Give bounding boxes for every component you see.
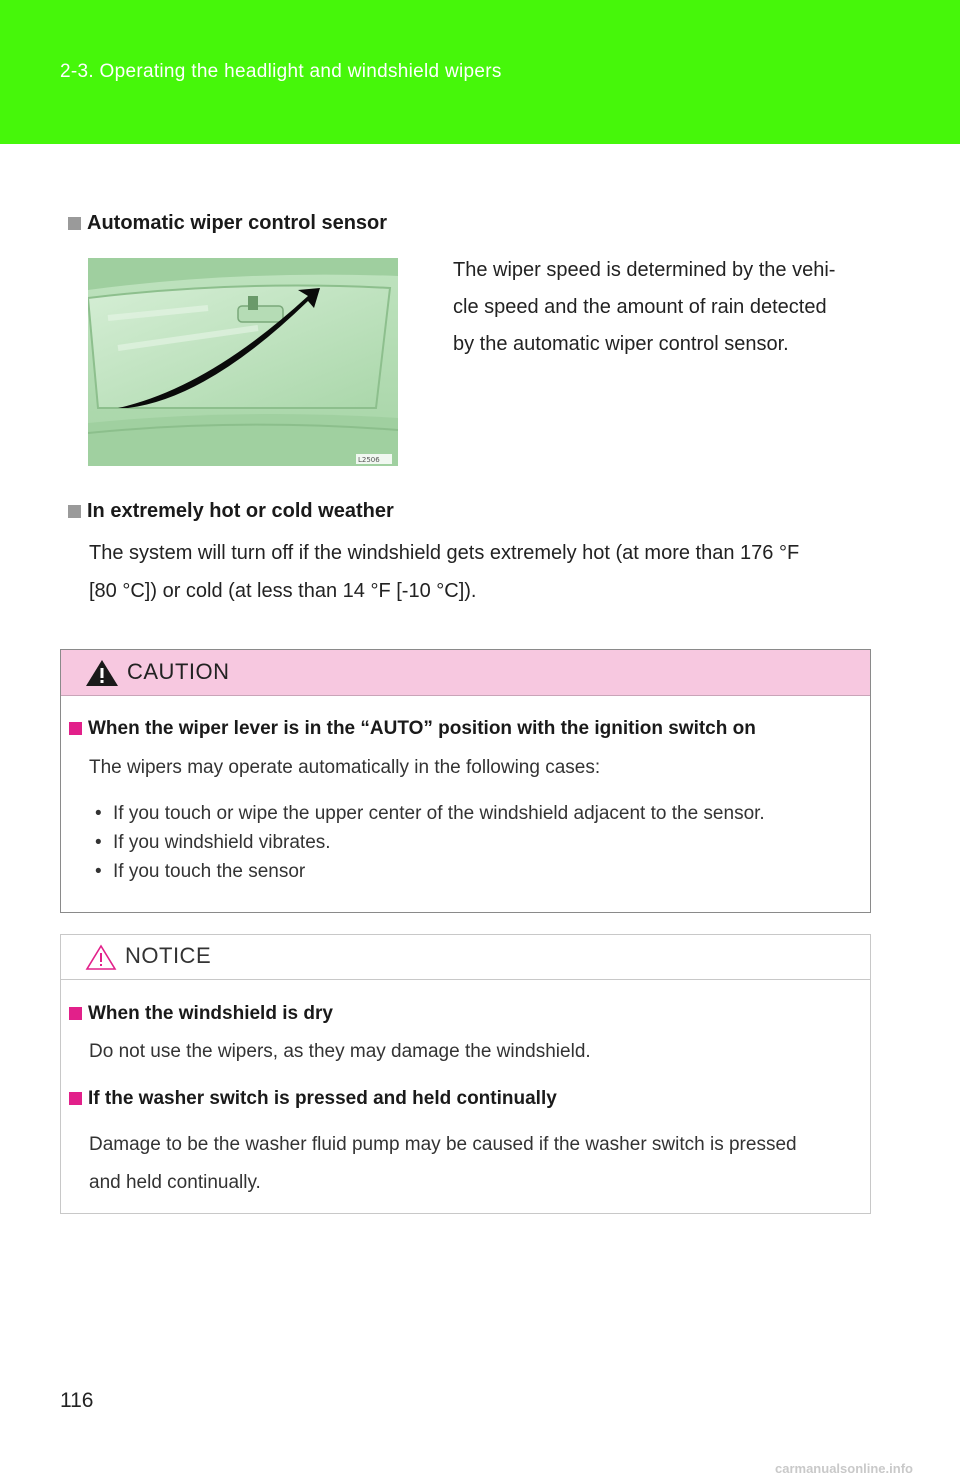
list-item: • If you windshield vibrates.	[95, 832, 331, 853]
heading-auto-wiper-sensor: Automatic wiper control sensor	[68, 212, 387, 235]
caution-intro: The wipers may operate automatically in the following cases:	[89, 757, 601, 778]
auto-sensor-description: The wiper speed is determined by the vehi- cle speed and the amount of rain detected by the automatic wiper control sensor.	[453, 259, 836, 355]
caution-label: CAUTION	[127, 659, 230, 684]
pink-square-icon	[69, 1007, 82, 1020]
notice-heading-dry: When the windshield is dry	[69, 1003, 333, 1025]
caution-header	[61, 650, 870, 696]
list-item: • If you touch or wipe the upper center of the windshield adjacent to the sensor.	[95, 803, 765, 824]
page-number: 116	[60, 1389, 94, 1412]
notice-heading-washer: If the washer switch is pressed and held continually	[69, 1088, 557, 1110]
gray-square-icon	[68, 217, 81, 230]
notice-box	[60, 934, 871, 1214]
hot-cold-description: The system will turn off if the windshield gets extremely hot (at more than 176 °F [80 °C]) or cold (at less than 14 °F [-10 °C]).	[89, 542, 800, 602]
notice-label: NOTICE	[125, 943, 212, 968]
figure-code: L2506	[358, 456, 380, 464]
caution-heading: When the wiper lever is in the “AUTO” position with the ignition switch on	[69, 718, 756, 740]
watermark: carmanualsonline.info	[775, 1461, 913, 1476]
heading-hot-cold-weather: In extremely hot or cold weather	[68, 500, 394, 523]
caution-box	[60, 649, 871, 913]
list-item: • If you touch the sensor	[95, 861, 306, 882]
notice-header	[61, 935, 870, 980]
notice-text-dry: Do not use the wipers, as they may damage the windshield.	[89, 1041, 591, 1062]
section-title: 2-3. Operating the headlight and windshield wipers	[60, 61, 502, 82]
warning-icon	[85, 659, 119, 687]
header-band	[0, 0, 960, 144]
notice-text-washer: Damage to be the washer fluid pump may be caused if the washer switch is pressed and held continually.	[89, 1134, 797, 1193]
warning-outline-icon	[85, 944, 117, 971]
gray-square-icon	[68, 505, 81, 518]
windshield-sensor-figure	[88, 258, 398, 466]
pink-square-icon	[69, 1092, 82, 1105]
pink-square-icon	[69, 722, 82, 735]
